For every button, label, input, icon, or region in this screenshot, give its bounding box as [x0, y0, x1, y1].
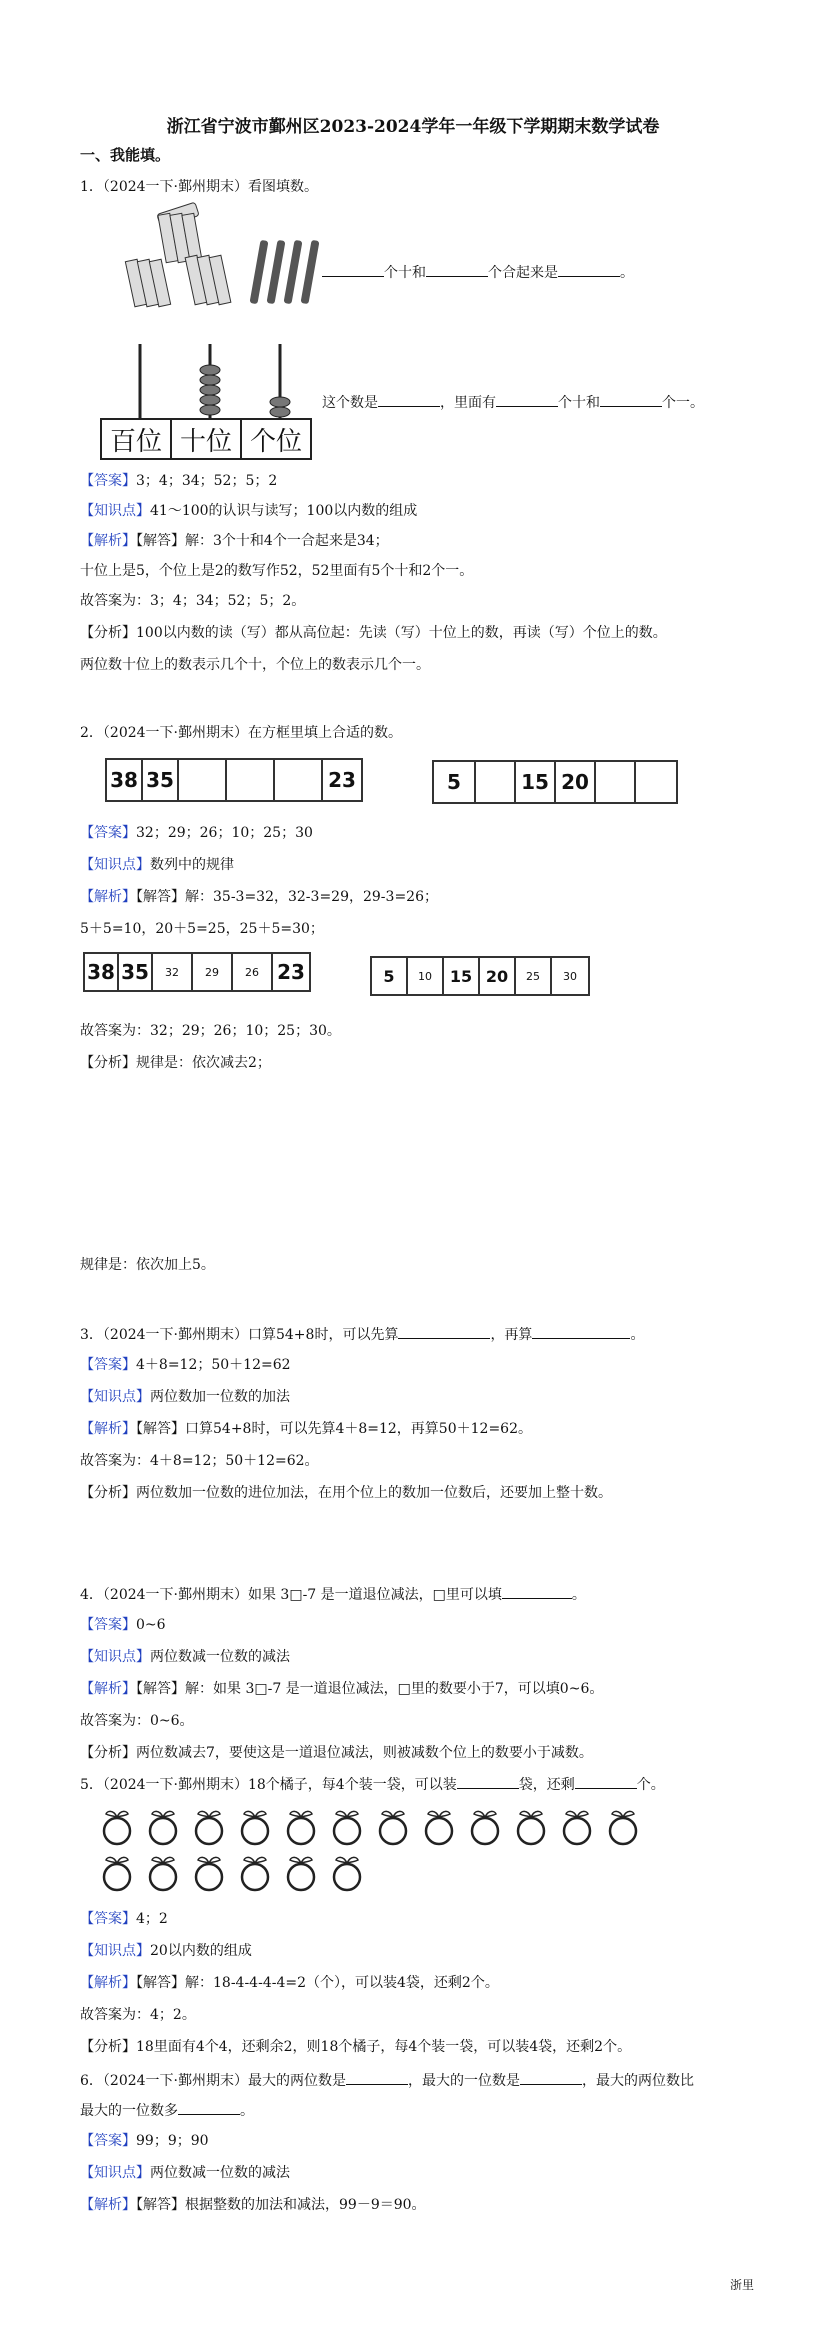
sequence-b [432, 760, 678, 804]
sol-a-cell: 35 [119, 954, 153, 990]
orange-icon [468, 1808, 502, 1846]
orange-icon [514, 1808, 548, 1846]
q1-line2: 这个数是 ，里面有 个十和 个一。 [322, 392, 704, 412]
page-footer: 浙里 [730, 2278, 755, 2292]
q2-solution: 【解析】【解答】解：35-3=32，32-3=29，29-3=26； [80, 889, 438, 905]
sol-a-cell: 26 [233, 954, 273, 990]
q3-solution: 【解析】【解答】口算54+8时，可以先算4＋8=12，再算50＋12=62。 [80, 1421, 532, 1437]
sol-b-cell: 20 [480, 958, 516, 994]
seq-a-cell[interactable] [179, 760, 227, 800]
orange-icon [100, 1854, 134, 1892]
orange-icon [100, 1808, 134, 1846]
q6-solution: 【解析】【解答】根据整数的加法和减法，99－9＝90。 [80, 2197, 426, 2213]
q1-line1: 个十和 个合起来是 。 [322, 262, 634, 282]
orange-icon [284, 1808, 318, 1846]
q1-analysis: 【分析】100以内数的读（写）都从高位起：先读（写）十位上的数，再读（写）个位上的数。 [80, 625, 667, 641]
q6-heading: 6．（2024一下·鄞州期末）最大的两位数是 ，最大的一位数是 ，最大的两位数比 [80, 2070, 694, 2090]
orange-icon [422, 1808, 456, 1846]
q1-solution-2: 十位上是5，个位上是2的数写作52，52里面有5个十和2个一。 [80, 563, 474, 579]
seq-a-cell: 35 [143, 760, 179, 800]
seq-a-cell: 23 [328, 768, 356, 792]
q2-heading: 2．（2024一下·鄞州期末）在方框里填上合适的数。 [80, 725, 402, 741]
abacus-rods-icon [100, 340, 320, 420]
orange-icon [330, 1854, 364, 1892]
stick-bundle-icon [125, 202, 231, 307]
orange-icon [146, 1808, 180, 1846]
q5-knowledge: 【知识点】20以内数的组成 [80, 1943, 252, 1959]
seq-a-cell[interactable] [275, 760, 323, 800]
sol-b-cell: 30 [563, 969, 577, 983]
oranges-row-1 [100, 1808, 640, 1846]
place-ones: 个位 [249, 426, 302, 457]
q2-answer: 【答案】32；29；26；10；25；30 [80, 825, 313, 841]
seq-b-cell[interactable] [476, 762, 516, 802]
seq-b-cell: 20 [556, 762, 596, 802]
q4-solution: 【解析】【解答】解：如果 3□-7 是一道退位减法，□里的数要小于7，可以填0~6。 [80, 1681, 604, 1697]
sol-b-cell: 25 [516, 958, 552, 994]
q4-knowledge: 【知识点】两位数减一位数的减法 [80, 1649, 290, 1665]
sol-b-cell: 15 [444, 958, 480, 994]
seq-a-cell: 38 [107, 760, 143, 800]
q4-heading: 4．（2024一下·鄞州期末）如果 3□-7 是一道退位减法，□里可以填 。 [80, 1584, 586, 1604]
solution-sequence-b [370, 956, 590, 996]
place-tens: 十位 [172, 420, 242, 458]
orange-icon [284, 1854, 318, 1892]
q2-conclusion: 故答案为：32；29；26；10；25；30。 [80, 1023, 341, 1039]
orange-icon [192, 1808, 226, 1846]
orange-icon [330, 1808, 364, 1846]
sol-b-cell: 5 [372, 958, 408, 994]
q2-analysis-2: 规律是：依次加上5。 [80, 1257, 215, 1273]
q4-analysis: 【分析】两位数减去7，要使这是一道退位减法，则被减数个位上的数要小于减数。 [80, 1745, 593, 1761]
sol-a-cell: 23 [277, 960, 305, 984]
q5-conclusion: 故答案为：4；2。 [80, 2007, 196, 2023]
q4-conclusion: 故答案为：0~6。 [80, 1713, 194, 1729]
q3-conclusion: 故答案为：4＋8=12；50＋12=62。 [80, 1453, 319, 1469]
doc-title: 浙江省宁波市鄞州区2023-2024学年一年级下学期期末数学试卷 [166, 117, 660, 137]
q3-knowledge: 【知识点】两位数加一位数的加法 [80, 1389, 290, 1405]
orange-icon [238, 1854, 272, 1892]
q1-conclusion: 故答案为：3；4；34；52；5；2。 [80, 593, 306, 609]
q1-solution: 【解析】【解答】解：3个十和4个一合起来是34； [80, 533, 389, 549]
sequence-a [105, 758, 363, 802]
orange-icon [606, 1808, 640, 1846]
place-value-chart [100, 418, 312, 460]
q2-analysis: 【分析】规律是：依次减去2； [80, 1055, 271, 1071]
q5-answer: 【答案】4；2 [80, 1911, 168, 1927]
q1-knowledge: 【知识点】41～100的认识与读写；100以内数的组成 [80, 503, 418, 519]
q5-analysis: 【分析】18里面有4个4，还剩余2，则18个橘子，每4个装一袋，可以装4袋，还剩2个。 [80, 2039, 632, 2055]
q4-answer: 【答案】0~6 [80, 1617, 166, 1633]
sol-b-cell: 10 [408, 958, 444, 994]
place-hundreds: 百位 [102, 420, 172, 458]
solution-sequence-a [83, 952, 311, 992]
orange-icon [146, 1854, 180, 1892]
seq-b-cell: 15 [516, 762, 556, 802]
q2-knowledge: 【知识点】数列中的规律 [80, 857, 234, 873]
bundles-illustration [100, 200, 320, 340]
orange-icon [238, 1808, 272, 1846]
oranges-row-2 [100, 1854, 364, 1892]
q3-heading: 3．（2024一下·鄞州期末）口算54+8时，可以先算 ，再算 。 [80, 1324, 644, 1344]
single-stick-icon [250, 240, 320, 304]
section-heading: 一、我能填。 [80, 146, 171, 164]
orange-icon [192, 1854, 226, 1892]
orange-icon [376, 1808, 410, 1846]
q2-solution-2: 5＋5=10，20＋5=25，25＋5=30； [80, 921, 324, 937]
seq-a-cell[interactable] [227, 760, 275, 800]
seq-b-cell[interactable] [636, 762, 676, 802]
sol-a-cell: 38 [85, 954, 119, 990]
q6-heading-2: 最大的一位数多 。 [80, 2100, 254, 2120]
sol-a-cell: 29 [193, 954, 233, 990]
q1-heading: 1．（2024一下·鄞州期末）看图填数。 [80, 179, 318, 195]
q5-solution: 【解析】【解答】解：18-4-4-4-4=2（个），可以装4袋，还剩2个。 [80, 1975, 499, 1991]
q1-answer: 【答案】3；4；34；52；5；2 [80, 473, 278, 489]
q6-answer: 【答案】99；9；90 [80, 2133, 209, 2149]
seq-b-cell[interactable] [596, 762, 636, 802]
q1-analysis-2: 两位数十位上的数表示几个十，个位上的数表示几个一。 [80, 657, 430, 673]
orange-icon [560, 1808, 594, 1846]
q6-knowledge: 【知识点】两位数减一位数的减法 [80, 2165, 290, 2181]
q3-answer: 【答案】4＋8=12；50＋12=62 [80, 1357, 291, 1373]
q5-heading: 5．（2024一下·鄞州期末）18个橘子，每4个装一袋，可以装 袋，还剩 个。 [80, 1774, 665, 1794]
sol-a-cell: 32 [153, 954, 193, 990]
seq-b-cell: 5 [434, 762, 476, 802]
q3-analysis: 【分析】两位数加一位数的进位加法，在用个位上的数加一位数后，还要加上整十数。 [80, 1485, 612, 1501]
